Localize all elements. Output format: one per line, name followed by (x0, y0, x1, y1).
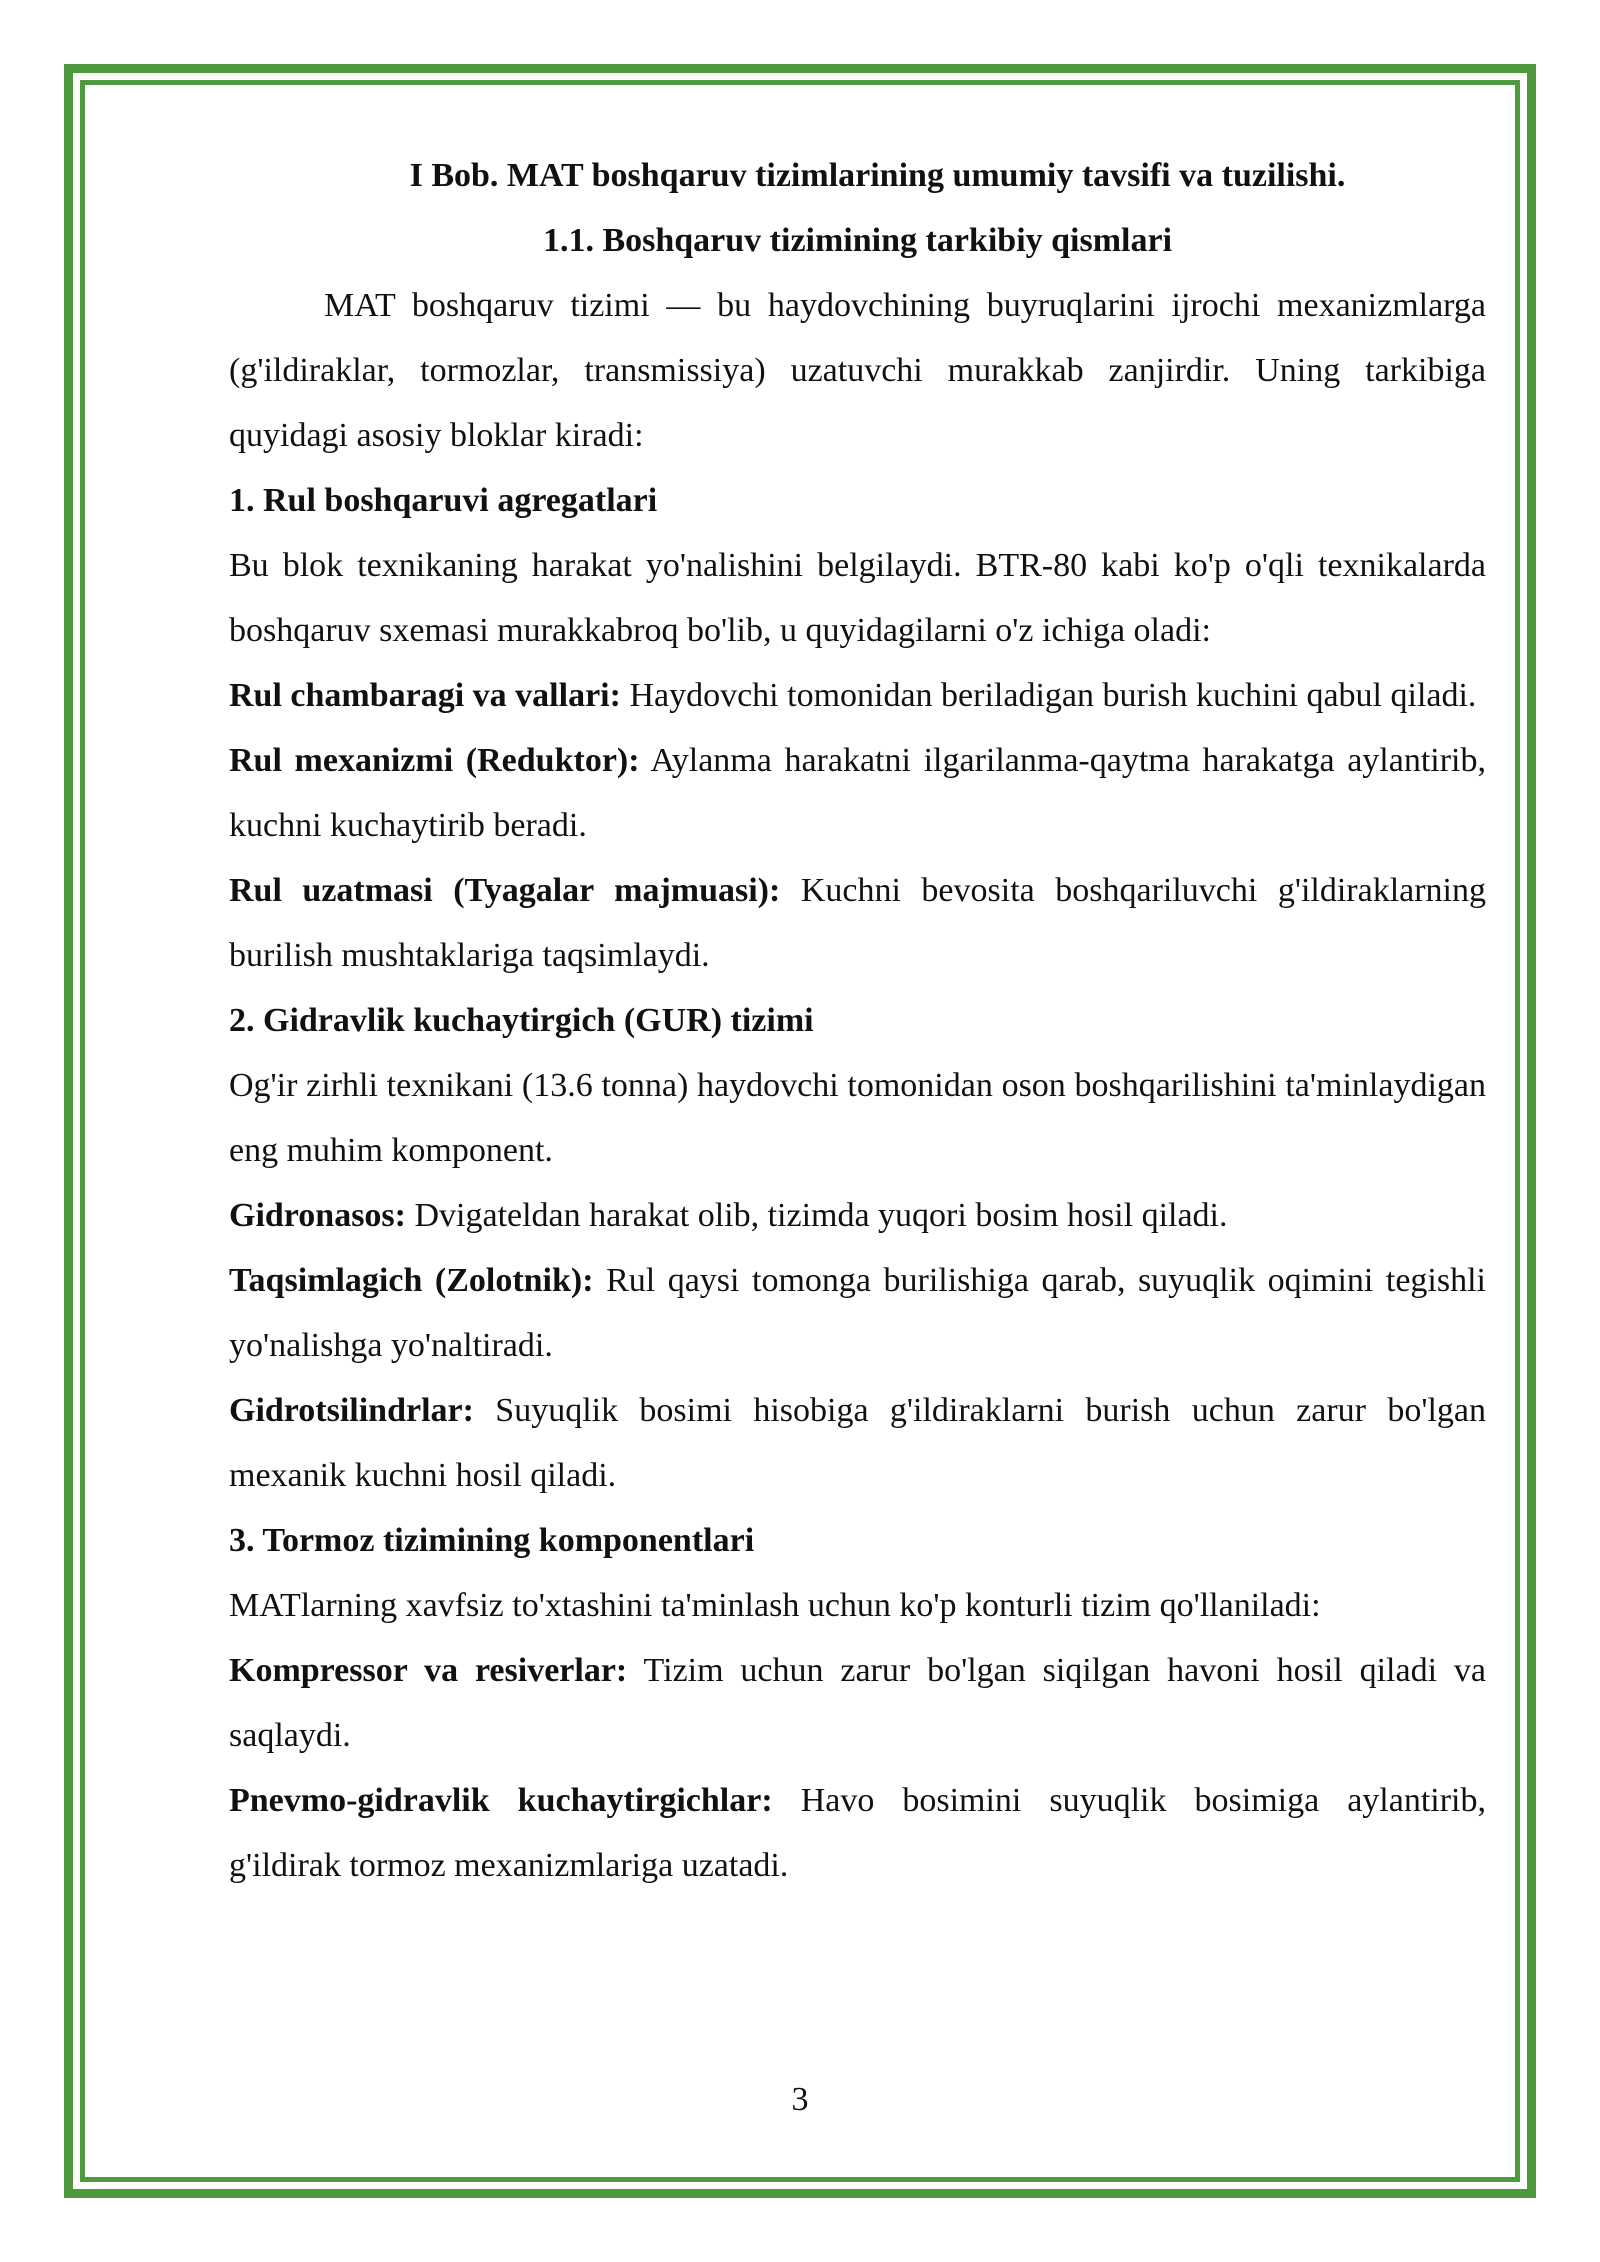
section-text-steering: Bu blok texnikaning harakat yo'nalishini belgilaydi. BTR-80 kabi ko'p o'qli texnikalarda boshqaruv sxemasi murakkabroq bo'lib, u quyidagilarni o'z ichiga oladi: (229, 547, 1486, 649)
section-heading-steering: 1. Rul boshqaruvi agregatlari (229, 482, 658, 519)
definition: Haydovchi tomonidan beriladigan burish kuchini qabul qiladi. (620, 677, 1477, 714)
term: Taqsimlagich (Zolotnik): (229, 1262, 594, 1299)
section-heading-brakes: 3. Tormoz tizimining komponentlari (229, 1522, 755, 1559)
list-item (229, 1768, 1486, 1898)
term: Pnevmo-gidravlik kuchaytirgichlar: (229, 1782, 773, 1819)
term: Rul mexanizmi (Reduktor): (229, 742, 640, 779)
list-item (229, 1378, 1486, 1508)
intro-paragraph: MAT boshqaruv tizimi — bu haydovchining buyruqlarini ijrochi mexanizmlarga (g'ildiraklar, tormozlar, transmissiya) uzatuvchi murakkab zanjirdir. Uning tarkibiga quyidagi asosiy bloklar kiradi: (229, 287, 1486, 454)
definition: Havo bosimini suyuqlik bosimiga aylantirib, g'ildirak tormoz mexanizmlariga uzatadi. (229, 1782, 1486, 1884)
list-item (229, 1638, 1486, 1768)
term: Gidronasos: (229, 1197, 406, 1234)
list-item (229, 858, 1486, 988)
term: Rul uzatmasi (Tyagalar majmuasi): (229, 872, 781, 909)
document-body (229, 143, 1486, 1898)
section-text-brakes: MATlarning xavfsiz to'xtashini ta'minlash uchun ko'p konturli tizim qo'llaniladi: (229, 1587, 1321, 1624)
definition: Tizim uchun zarur bo'lgan siqilgan havoni hosil qiladi va saqlaydi. (229, 1652, 1487, 1754)
list-item (229, 663, 1486, 728)
chapter-title: I Bob. MAT boshqaruv tizimlarining umumiy tavsifi va tuzilishi. (409, 157, 1346, 194)
definition: Aylanma harakatni ilgarilanma-qaytma harakatga aylantirib, kuchni kuchaytirib beradi. (229, 742, 1486, 844)
term: Gidrotsilindrlar: (229, 1392, 474, 1429)
page-number: 3 (791, 2081, 809, 2118)
term: Rul chambaragi va vallari: (229, 677, 621, 714)
list-item (229, 1183, 1486, 1248)
term: Kompressor va resiverlar: (229, 1652, 628, 1689)
section-text-hydraulic: Og'ir zirhli texnikani (13.6 tonna) haydovchi tomonidan oson boshqarilishini ta'minlaydigan eng muhim komponent. (229, 1067, 1486, 1169)
definition: Rul qaysi tomonga burilishiga qarab, suyuqlik oqimini tegishli yo'nalishga yo'naltiradi. (229, 1262, 1486, 1364)
list-item (229, 728, 1486, 858)
definition: Kuchni bevosita boshqariluvchi g'ildiraklarning burilish mushtaklariga taqsimlaydi. (229, 872, 1486, 974)
definition: Dvigateldan harakat olib, tizimda yuqori bosim hosil qiladi. (405, 1197, 1228, 1234)
list-item (229, 1248, 1486, 1378)
definition: Suyuqlik bosimi hisobiga g'ildiraklarni burish uchun zarur bo'lgan mexanik kuchni hosil qiladi. (229, 1392, 1486, 1494)
section-title: 1.1. Boshqaruv tizimining tarkibiy qismlari (542, 222, 1173, 259)
section-heading-hydraulic: 2. Gidravlik kuchaytirgich (GUR) tizimi (229, 1002, 814, 1039)
